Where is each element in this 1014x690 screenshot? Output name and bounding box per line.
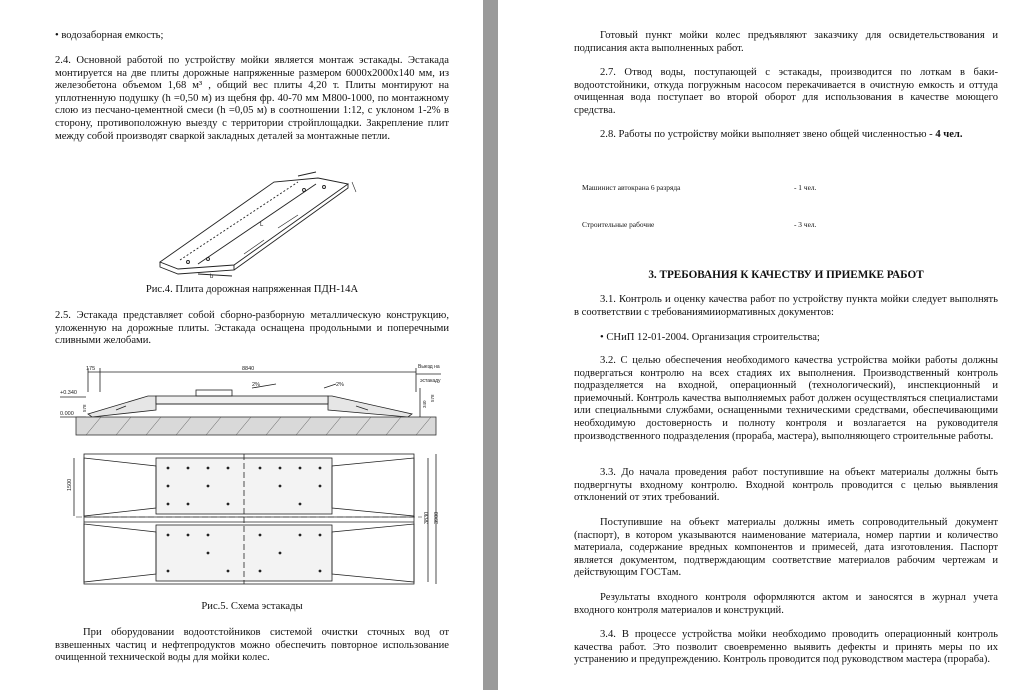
paragraph-2-8 — [574, 129, 998, 142]
paragraph-handover: Готовый пункт мойки колес предъявляют заказчику для освидетельствования и подписания акта выполненных работ. — [574, 30, 998, 54]
paragraph-2-5: 2.5. Эстакада представляет собой сборно-разборную металлическую конструкцию, уложенную на дорожные плиты. Эстакада оснащена продольными и поперечными сливными желобами. — [55, 310, 449, 347]
paragraph-2-8-text: 2.8. Работы по устройству мойки выполняет звено общей численностью - — [600, 129, 936, 140]
figure-5-overpass-scheme — [56, 362, 448, 600]
dim-8840: 8840 — [242, 366, 255, 372]
dim-3830: 3830 — [424, 511, 430, 524]
dim-v3: 578 — [430, 394, 435, 402]
document-page-right — [498, 0, 1014, 690]
bullet-snip: • СНиП 12-01-2004. Организация строительства; — [600, 332, 820, 343]
level-bottom: 0.000 — [60, 411, 74, 417]
crew-role-1: Машинист автокрана 6 разряда — [582, 183, 681, 192]
dim-v1: 578 — [82, 404, 87, 412]
dim-175: 175 — [86, 366, 96, 372]
paragraph-settling-tanks: При оборудовании водоотстойников системой очистки сточных вод от взвешенных частиц и нефтепродуктов можно обеспечить повторное использование очищенной технической воды для мойки колес. — [55, 627, 449, 664]
paragraph-2-4: 2.4. Основной работой по устройству мойки является монтаж эстакады. Эстакада монтируется на две плиты дорожные напряженные размером 6000х2000х140 мм, из железобетона объемом 1,68 м³ , общий вес плиты 4,20 т. Плиты монтируют на уплотненную подушку (h =0,50 м) из щебня фр. 40-70 мм М800-1000, по монтажному слою из песчано-цементной смеси (h =0,05 м) в соотношении 1:12, с уклоном 1-2% в сторону, противоположную выезду с территории стройплощадки. Закрепление плит между собой производят сваркой закладных деталей за монтажные петли. — [55, 55, 449, 142]
exit-label-line2: эстакаду — [420, 378, 441, 384]
paragraph-3-1: 3.1. Контроль и оценку качества работ по устройству пункта мойки следует выполнять в соответствии с требованиямииормативных документов: — [574, 294, 998, 318]
dim-v2: 340 — [422, 400, 427, 408]
document-page-left — [0, 0, 483, 690]
paragraph-passport: Поступившие на объект материалы должны иметь сопроводительный документ (паспорт), в котором указываются наименование материала, номер партии и количество материала, содержание вредных компонентов и примесей, дата изготовления. Паспорт является документом, подтверждающим соответствие материалов рабочим чертежам и действующим ГОСТам. — [574, 517, 998, 579]
level-top: +0.340 — [60, 390, 77, 396]
slope-left: 2% — [252, 382, 260, 388]
dim-1500: 1500 — [67, 478, 73, 491]
slope-right: 2% — [336, 382, 344, 388]
crew-count-2: - 3 чел. — [794, 220, 817, 229]
figure-5-caption: Рис.5. Схема эстакады — [201, 601, 303, 612]
paragraph-results: Результаты входного контроля оформляются актом и заносятся в журнал учета входного контроля материалов и конструкций. — [574, 592, 998, 616]
figure-4-road-slab — [148, 170, 368, 282]
figure-4-caption: Рис.4. Плита дорожная напряженная ПДН-14А — [145, 284, 359, 295]
crew-total: 4 чел. — [935, 129, 963, 140]
section-3-title: 3. ТРЕБОВАНИЯ К КАЧЕСТВУ И ПРИЕМКЕ РАБОТ — [648, 269, 924, 281]
dim-v5: 3900 — [434, 511, 440, 524]
paragraph-2-7: 2.7. Отвод воды, поступающей с эстакады, производится по лоткам в баки-водоотстойники, откуда погружным насосом перекачивается в очистную емкость и оттуда очищенная вода поступает во второй оборот для использования в качестве моющего средства. — [574, 67, 998, 116]
exit-label-line1: Выезд на — [418, 364, 440, 370]
svg-text:b: b — [210, 274, 214, 280]
crew-count-1: - 1 чел. — [794, 183, 817, 192]
paragraph-3-3: 3.3. До начала проведения работ поступившие на объект материалы должны быть подвергнуты входному контролю. Входной контроль проводится с целью выявления отклонений от этих требований. — [574, 467, 998, 504]
paragraph-3-4: 3.4. В процессе устройства мойки необходимо проводить операционный контроль качества работ. Это позволит своевременно выявить дефекты и принять меры по их устранению и предупреждению. Контроль проводится под руководством мастера (прораба). — [574, 629, 998, 666]
bullet-water-intake: • водозаборная емкость; — [55, 30, 164, 41]
svg-text:L: L — [260, 222, 264, 228]
page-gutter — [483, 0, 498, 690]
crew-role-2: Строительные рабочие — [582, 220, 655, 229]
paragraph-3-2: 3.2. С целью обеспечения необходимого качества устройства мойки работы должны подвергаться контролю на всех стадиях их выполнения. Производственный контроль подразделяется на входной, операционный (технологический), инспекционный и приемочный. Контроль качества выполняемых работ должен осуществляться специалистами или специальными службами, оснащенными техническими средствами, обеспечивающими необходимую достоверность и полноту контроля и возлагается на руководителя производственного подразделения (прораба, мастера), выполняющего строительные работы. — [574, 355, 998, 442]
